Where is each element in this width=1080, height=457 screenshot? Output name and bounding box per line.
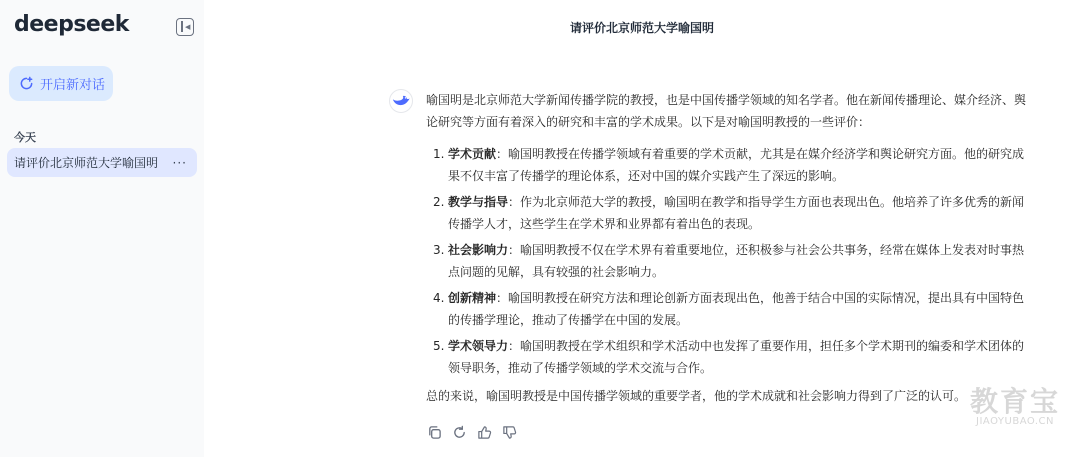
list-item bbox=[426, 143, 1036, 187]
list-item bbox=[426, 191, 1036, 235]
chat-main bbox=[204, 0, 1080, 457]
sidebar-collapse-icon[interactable]: ◀ bbox=[176, 18, 194, 36]
history-item-title: 请评价北京师范大学喻国明 bbox=[14, 156, 159, 170]
list-item-number: 4. bbox=[433, 291, 445, 305]
history-item[interactable] bbox=[7, 148, 197, 177]
list-item-number: 5. bbox=[433, 339, 445, 353]
list-item-heading: 创新精神 bbox=[448, 291, 497, 305]
message-summary: 总的来说，喻国明教授是中国传播学领域的重要学者，他的学术成就和社会影响力得到了广泛的认可。 bbox=[426, 389, 967, 403]
message-intro: 喻国明是北京师范大学新闻传播学院的教授，也是中国传播学领域的知名学者。他在新闻传播理论、媒介经济、舆论研究等方面有着深入的研究和丰富的学术成果。以下是对喻国明教授的一些评价： bbox=[426, 93, 1027, 129]
list-item-heading: 社会影响力 bbox=[448, 243, 509, 257]
new-chat-label: 开启新对话 bbox=[40, 78, 106, 93]
list-item bbox=[426, 335, 1036, 379]
assistant-message bbox=[426, 89, 1036, 417]
list-item-text: ：喻国明教授在学术组织和学术活动中也发挥了重要作用，担任多个学术期刊的编委和学术团体的领导职务，推动了传播学领域的学术交流与合作。 bbox=[448, 339, 1025, 375]
thumbs-down-icon[interactable] bbox=[501, 424, 517, 440]
thumbs-up-icon[interactable] bbox=[476, 424, 492, 440]
list-item-number: 1. bbox=[433, 147, 445, 161]
logo: deepseek bbox=[14, 12, 129, 37]
more-options-icon[interactable]: ··· bbox=[172, 155, 187, 170]
chat-title: 请评价北京师范大学喻国明 bbox=[569, 21, 714, 35]
list-item-number: 2. bbox=[433, 195, 445, 209]
list-item-text: ：作为北京师范大学的教授，喻国明在教学和指导学生方面也表现出色。他培养了许多优秀的新闻传播学人才，这些学生在学术界和业界都有着出色的表现。 bbox=[448, 195, 1025, 231]
assistant-avatar-icon bbox=[389, 89, 413, 113]
copy-icon[interactable] bbox=[426, 424, 442, 440]
list-item-number: 3. bbox=[433, 243, 445, 257]
list-item-text: ：喻国明教授在研究方法和理论创新方面表现出色，他善于结合中国的实际情况，提出具有中国特色的传播学理论，推动了传播学在中国的发展。 bbox=[448, 291, 1025, 327]
history-section-label: 今天 bbox=[14, 131, 36, 144]
regenerate-icon[interactable] bbox=[451, 424, 467, 440]
new-chat-button[interactable] bbox=[9, 66, 113, 101]
sidebar bbox=[0, 0, 204, 457]
watermark-text: 教育宝 bbox=[969, 385, 1060, 418]
list-item-heading: 学术领导力 bbox=[448, 339, 509, 353]
watermark bbox=[970, 380, 1060, 427]
list-item bbox=[426, 239, 1036, 283]
list-item-heading: 学术贡献 bbox=[448, 147, 497, 161]
new-chat-icon bbox=[19, 76, 34, 91]
watermark-url: JIAOYUBAO.CN bbox=[976, 416, 1054, 427]
list-item-heading: 教学与指导 bbox=[448, 195, 509, 209]
list-item-text: ：喻国明教授在传播学领域有着重要的学术贡献，尤其是在媒介经济学和舆论研究方面。他的研究成果不仅丰富了传播学的理论体系，还对中国的媒介实践产生了深远的影响。 bbox=[448, 147, 1025, 183]
list-item-text: ：喻国明教授不仅在学术界有着重要地位，还积极参与社会公共事务，经常在媒体上发表对时事热点问题的见解，具有较强的社会影响力。 bbox=[448, 243, 1025, 279]
list-item bbox=[426, 287, 1036, 331]
message-actions bbox=[426, 424, 517, 440]
evaluation-list bbox=[426, 143, 1036, 379]
